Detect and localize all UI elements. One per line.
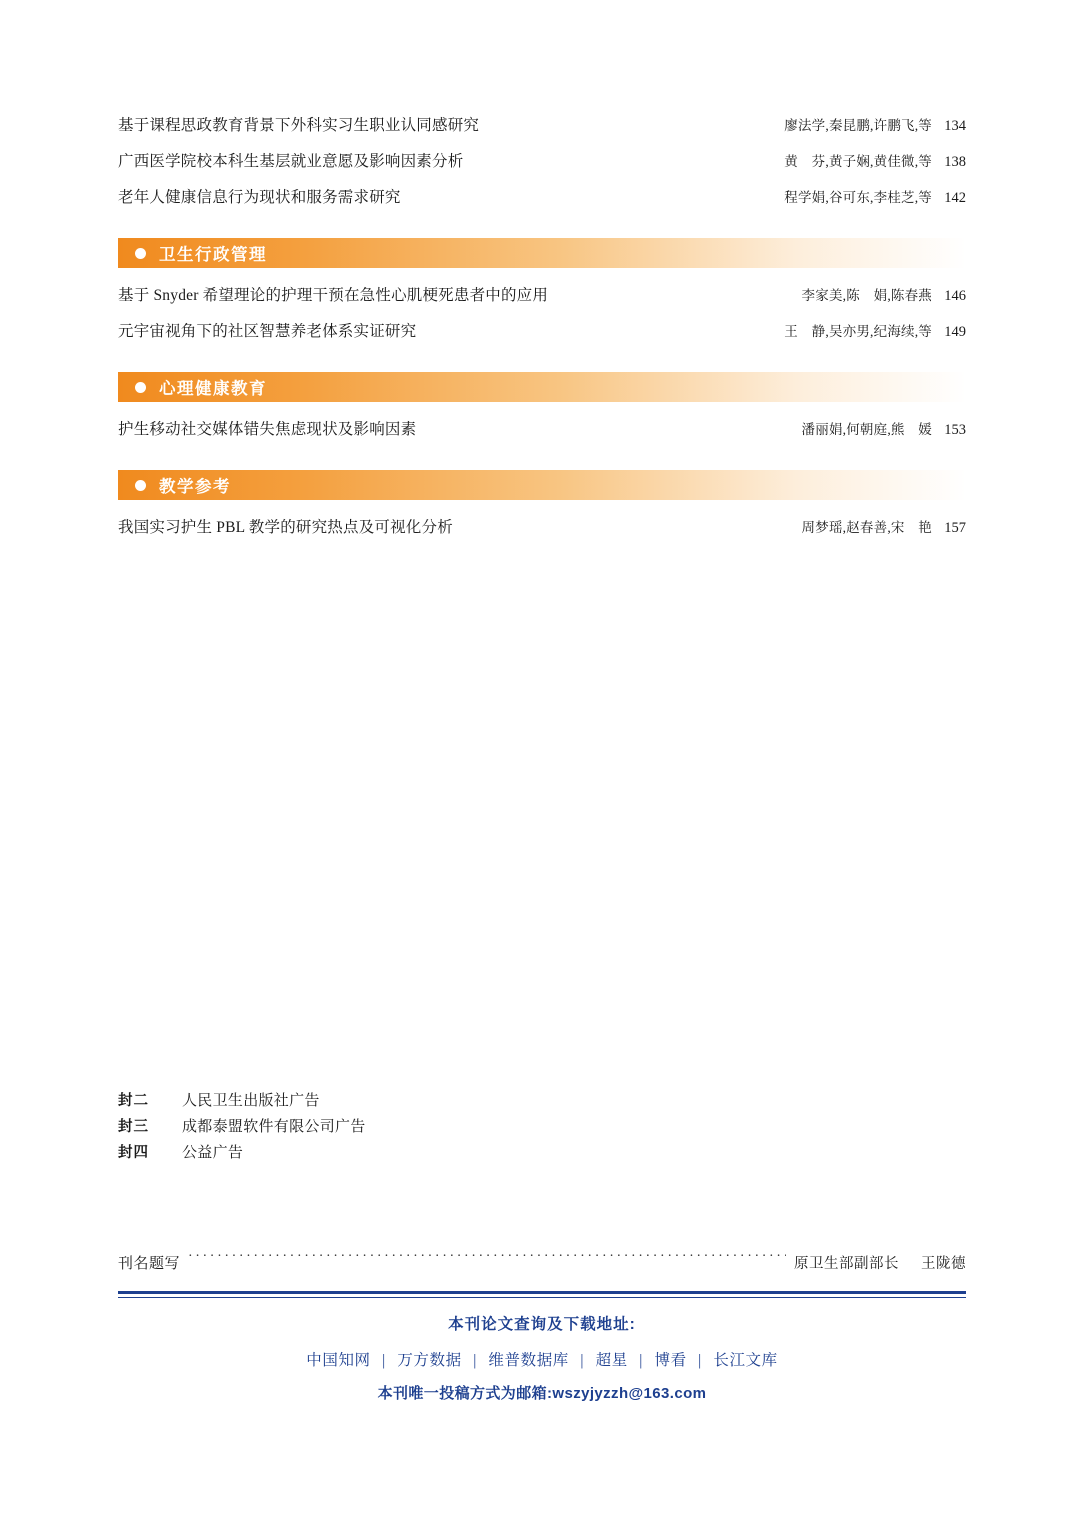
cover-note-value: 人民卫生出版社广告 <box>182 1093 320 1109</box>
separator: | <box>473 1352 477 1369</box>
dot-leader <box>422 321 778 337</box>
toc-entry-title: 元宇宙视角下的社区智慧养老体系实证研究 <box>118 323 417 340</box>
cover-note-row <box>118 1088 718 1114</box>
section-label: 卫生行政管理 <box>159 246 267 264</box>
toc-entry-page: 146 <box>944 288 966 304</box>
toc-entry-page: 138 <box>944 154 966 170</box>
dot-leader <box>459 517 796 533</box>
dot-leader <box>188 1253 786 1268</box>
footer-rule-thin <box>118 1297 966 1298</box>
toc-entry-authors: 潘丽娟,何朝庭,熊 媛 <box>801 422 932 437</box>
cover-note-key: 封二 <box>118 1093 149 1109</box>
cover-note-row <box>118 1114 718 1140</box>
toc-entry-authors: 周梦瑶,赵春善,宋 艳 <box>801 520 932 535</box>
toc-entry[interactable] <box>118 314 966 350</box>
toc-entry-page: 142 <box>944 190 966 206</box>
footer <box>118 1305 966 1403</box>
toc-entry-authors: 程学娟,谷可东,李桂芝,等 <box>784 190 932 205</box>
circle-bullet-icon <box>135 248 146 259</box>
section-header-mental-health-education <box>118 372 966 402</box>
toc-entry-title: 基于课程思政教育背景下外科实习生职业认同感研究 <box>118 117 480 134</box>
toc-entry-page: 134 <box>944 118 966 134</box>
section-label: 心理健康教育 <box>159 380 267 398</box>
toc-entry-page: 149 <box>944 324 966 340</box>
footer-database-list <box>118 1348 966 1370</box>
table-of-contents <box>118 108 966 546</box>
cover-note-value: 公益广告 <box>182 1145 244 1161</box>
section-header-teaching-reference <box>118 470 966 500</box>
toc-entry[interactable] <box>118 510 966 546</box>
cover-note-key: 封三 <box>118 1119 149 1135</box>
cover-note-key: 封四 <box>118 1145 149 1161</box>
circle-bullet-icon <box>135 382 146 393</box>
separator: | <box>698 1352 702 1369</box>
toc-entry-title: 广西医学院校本科生基层就业意愿及影响因素分析 <box>118 153 464 170</box>
toc-entry[interactable] <box>118 144 966 180</box>
footer-title: 本刊论文查询及下载地址: <box>448 1316 636 1333</box>
dot-leader <box>485 115 778 131</box>
toc-entry-title: 护生移动社交媒体错失焦虑现状及影响因素 <box>118 421 417 438</box>
toc-entry-authors: 黄 芬,黄子娴,黄佳微,等 <box>784 154 932 169</box>
dot-leader <box>469 151 778 167</box>
database-link[interactable]: 万方数据 <box>397 1352 462 1369</box>
toc-entry[interactable] <box>118 278 966 314</box>
cover-note-row <box>118 1140 718 1166</box>
separator: | <box>382 1352 386 1369</box>
database-link[interactable]: 中国知网 <box>306 1352 371 1369</box>
dot-leader <box>554 285 795 301</box>
section-label: 教学参考 <box>159 478 231 496</box>
footer-submission-email: 本刊唯一投稿方式为邮箱:wszyjyzzh@163.com <box>377 1385 707 1402</box>
cover-note-value: 成都泰盟软件有限公司广告 <box>182 1119 366 1135</box>
toc-entry-title: 基于 Snyder 希望理论的护理干预在急性心肌梗死患者中的应用 <box>118 287 549 304</box>
toc-entry-authors: 李家美,陈 娟,陈春燕 <box>801 288 932 303</box>
database-link[interactable]: 长江文库 <box>713 1352 778 1369</box>
toc-entry-title: 我国实习护生 PBL 教学的研究热点及可视化分析 <box>118 519 453 536</box>
database-link[interactable]: 维普数据库 <box>488 1352 569 1369</box>
journal-title-calligraphy-credit <box>118 1252 966 1273</box>
cover-advertisement-notes <box>118 1088 718 1166</box>
toc-entry-page: 153 <box>944 422 966 438</box>
dot-leader <box>422 419 795 435</box>
toc-entry-page: 157 <box>944 520 966 536</box>
toc-entry[interactable] <box>118 108 966 144</box>
circle-bullet-icon <box>135 480 146 491</box>
toc-entry-authors: 王 静,吴亦男,纪海续,等 <box>784 324 932 339</box>
dot-leader <box>407 187 779 203</box>
toc-entry-authors: 廖法学,秦昆鹏,许鹏飞,等 <box>784 118 932 133</box>
toc-entry[interactable] <box>118 412 966 448</box>
section-header-health-administration <box>118 238 966 268</box>
separator: | <box>639 1352 643 1369</box>
signature-name: 王陇德 <box>921 1256 966 1272</box>
signature-position: 原卫生部副部长 <box>794 1256 899 1272</box>
database-link[interactable]: 博看 <box>654 1352 687 1369</box>
database-link[interactable]: 超星 <box>595 1352 628 1369</box>
footer-rule-thick <box>118 1291 966 1294</box>
signature-label: 刊名题写 <box>118 1256 181 1272</box>
toc-entry-title: 老年人健康信息行为现状和服务需求研究 <box>118 189 401 206</box>
toc-entry[interactable] <box>118 180 966 216</box>
separator: | <box>580 1352 585 1369</box>
